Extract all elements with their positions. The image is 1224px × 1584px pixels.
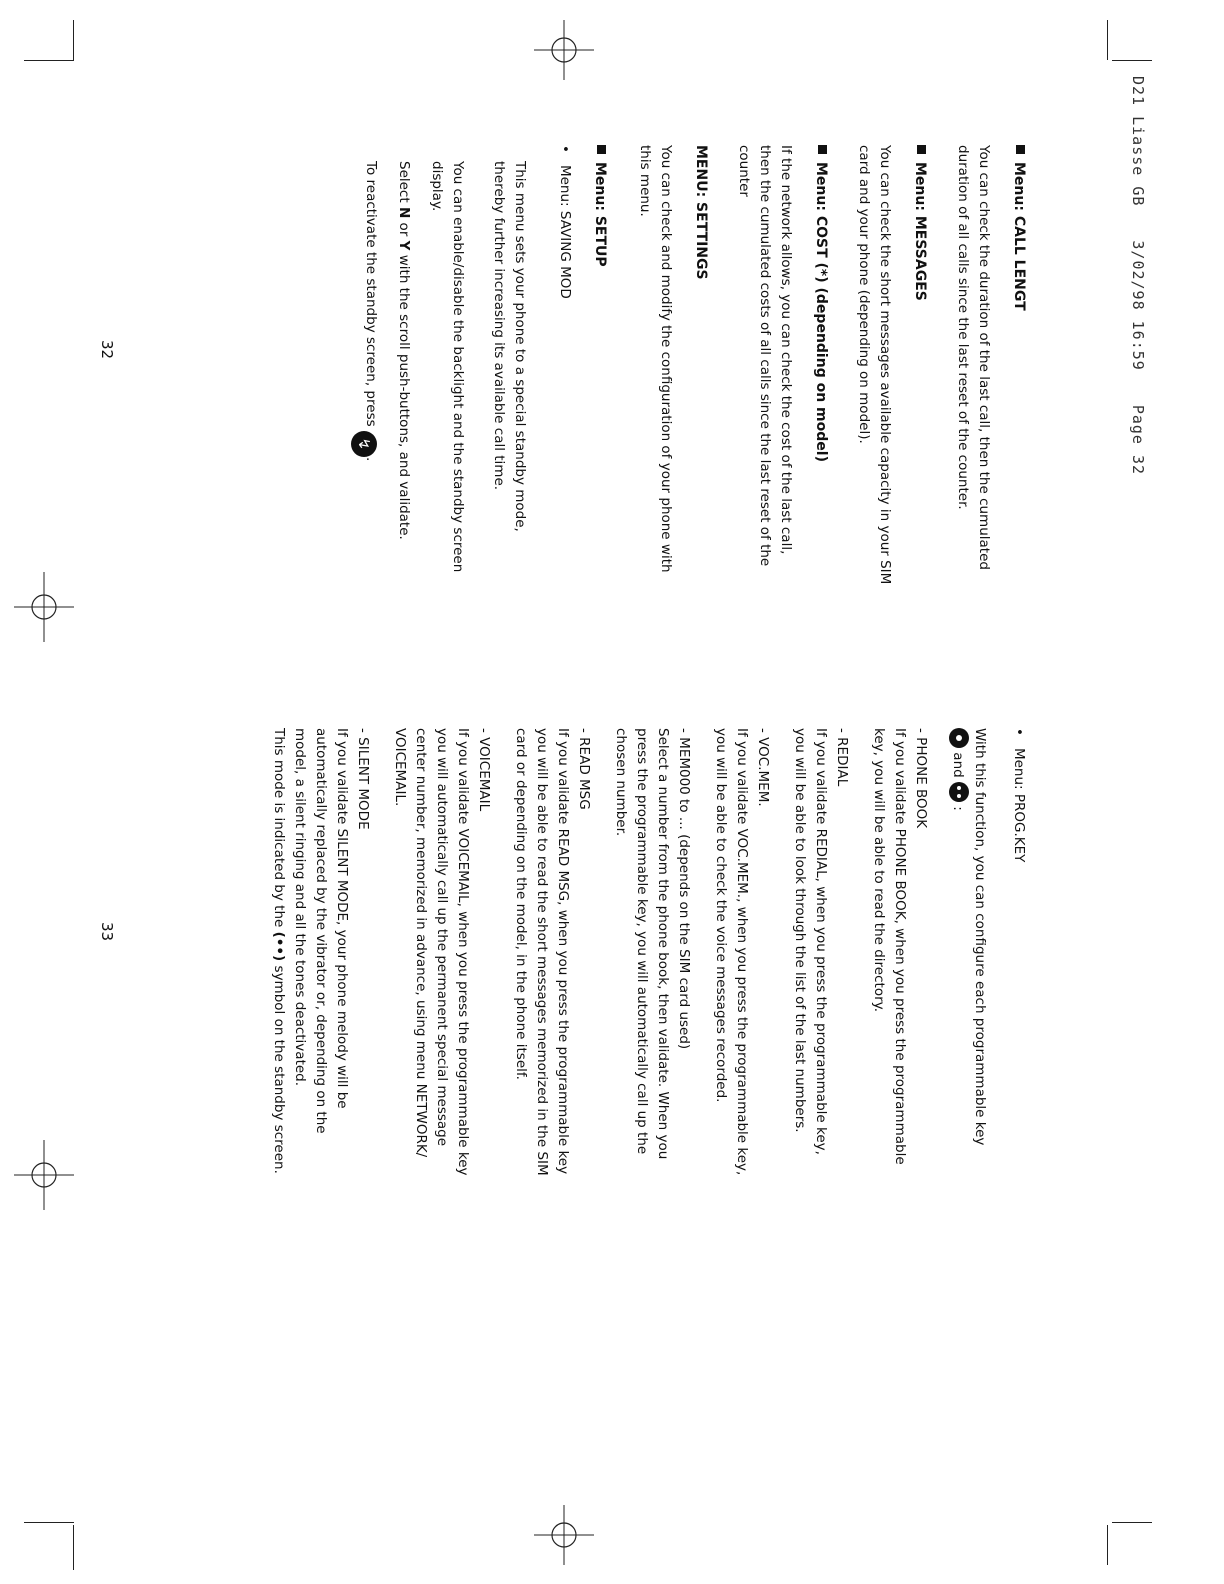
setup-text-4: To reactivate the standby screen, press ↯.: [351, 161, 381, 585]
read-msg-title: - READ MSG: [573, 728, 594, 1178]
programmable-key-1-icon: [949, 728, 969, 748]
heading-messages: Menu: MESSAGES: [909, 145, 930, 585]
crop-mark: [1112, 1522, 1152, 1523]
setup-text-1: This menu sets your phone to a special standby mode, thereby further increasing its available call time.: [491, 161, 528, 532]
messages-text: You can check the short messages available capacity in your SIM card and your phone (depending on model).: [856, 145, 893, 585]
redial-title: - REDIAL: [831, 728, 852, 1178]
mem000-text: Select a number from the phone book, then validate. When you press the programmable key, you will automatically call up the chosen number.: [613, 728, 671, 1160]
voc-mem-title: - VOC.MEM.: [752, 728, 773, 1178]
voicemail-title: - VOICEMAIL: [473, 728, 494, 1178]
crop-mark: [73, 1525, 74, 1570]
silent-mode-text: If you validate SILENT MODE, your phone melody will be automatically replaced by the vibrator or, depending on the model, a silent ringing and all the tones deactivated.: [292, 728, 350, 1134]
voicemail-text: If you validate VOICEMAIL, when you press the programmable key you will automatically call up the permanent special message center number, memorized in advance, using menu NETWORK/ VOICEMAIL.: [392, 728, 471, 1176]
registration-mark-icon: [534, 20, 594, 80]
registration-mark-icon: [14, 572, 74, 642]
registration-mark-icon: [14, 1140, 74, 1210]
silent-mode-text-2: This mode is indicated by the (••) symbol on the standby screen.: [271, 728, 287, 1174]
square-bullet-icon: [597, 145, 606, 154]
crop-mark: [24, 1522, 74, 1523]
prog-key-intro: With this function, you can configure each programmable key and :: [950, 728, 988, 1146]
programmable-key-2-icon: [949, 782, 969, 802]
setup-text-3: Select N or Y with the scroll push-buttons, and validate.: [396, 161, 412, 540]
phone-book-title: - PHONE BOOK: [910, 728, 931, 1178]
settings-text: You can check and modify the configuration of your phone with this menu.: [637, 145, 674, 573]
heading-call-lengt: Menu: CALL LENGT: [1008, 145, 1029, 585]
voc-mem-text: If you validate VOC.MEM., when you press the programmable key, you will be able to check the voice messages recorded.: [713, 728, 750, 1176]
mem000-title: - MEM000 to ... (depends on the SIM card used): [673, 728, 694, 1178]
silent-symbol: (••): [271, 931, 287, 962]
crop-mark: [1112, 60, 1152, 61]
right-page-column: [268, 728, 1029, 1178]
redial-text: If you validate REDIAL, when you press the programmable key, you will be able to look through the list of the last numbers.: [792, 728, 829, 1155]
header-page: Page 32: [1129, 404, 1147, 476]
header-date: 3/02/98 16:59: [1129, 240, 1147, 371]
square-bullet-icon: [1016, 145, 1025, 154]
saving-mod-bullet: • Menu: SAVING MOD: [554, 145, 575, 585]
heading-cost: Menu: COST (*) (depending on model): [810, 145, 831, 585]
crop-mark: [73, 20, 74, 60]
page-number-left: 32: [98, 340, 116, 360]
crop-mark: [1107, 1525, 1108, 1565]
square-bullet-icon: [818, 145, 827, 154]
crop-mark: [1107, 20, 1108, 60]
setup-text-2: You can enable/disable the backlight and the standby screen display.: [429, 161, 466, 573]
call-lengt-text: You can check the duration of the last call, then the cumulated duration of all calls since the last reset of the counter.: [955, 145, 992, 570]
square-bullet-icon: [917, 145, 926, 154]
page-number-right: 33: [98, 922, 116, 942]
prog-key-bullet: • Menu: PROG.KEY: [1008, 728, 1029, 1178]
read-msg-text: If you validate READ MSG, when you press the programmable key you will be able to read the short messages memorized in the SIM card or depending on the model, in the phone itself.: [513, 728, 571, 1176]
crop-mark: [24, 60, 74, 61]
phone-book-text: If you validate PHONE BOOK, when you press the programmable key, you will be able to read the directory.: [871, 728, 908, 1165]
registration-mark-icon: [534, 1505, 594, 1565]
heading-setup: Menu: SETUP: [589, 145, 610, 585]
silent-mode-title: - SILENT MODE: [352, 728, 373, 1178]
header-file: D21 Liasse GB: [1129, 76, 1147, 207]
cost-text: If the network allows, you can check the cost of the last call, then the cumulated costs of all calls since the last reset of the counter: [736, 145, 794, 567]
print-header: [1129, 76, 1147, 509]
heading-settings: MENU: SETTINGS: [693, 145, 709, 280]
left-page-column: [351, 145, 1029, 585]
phone-hook-icon: ↯: [351, 431, 377, 457]
